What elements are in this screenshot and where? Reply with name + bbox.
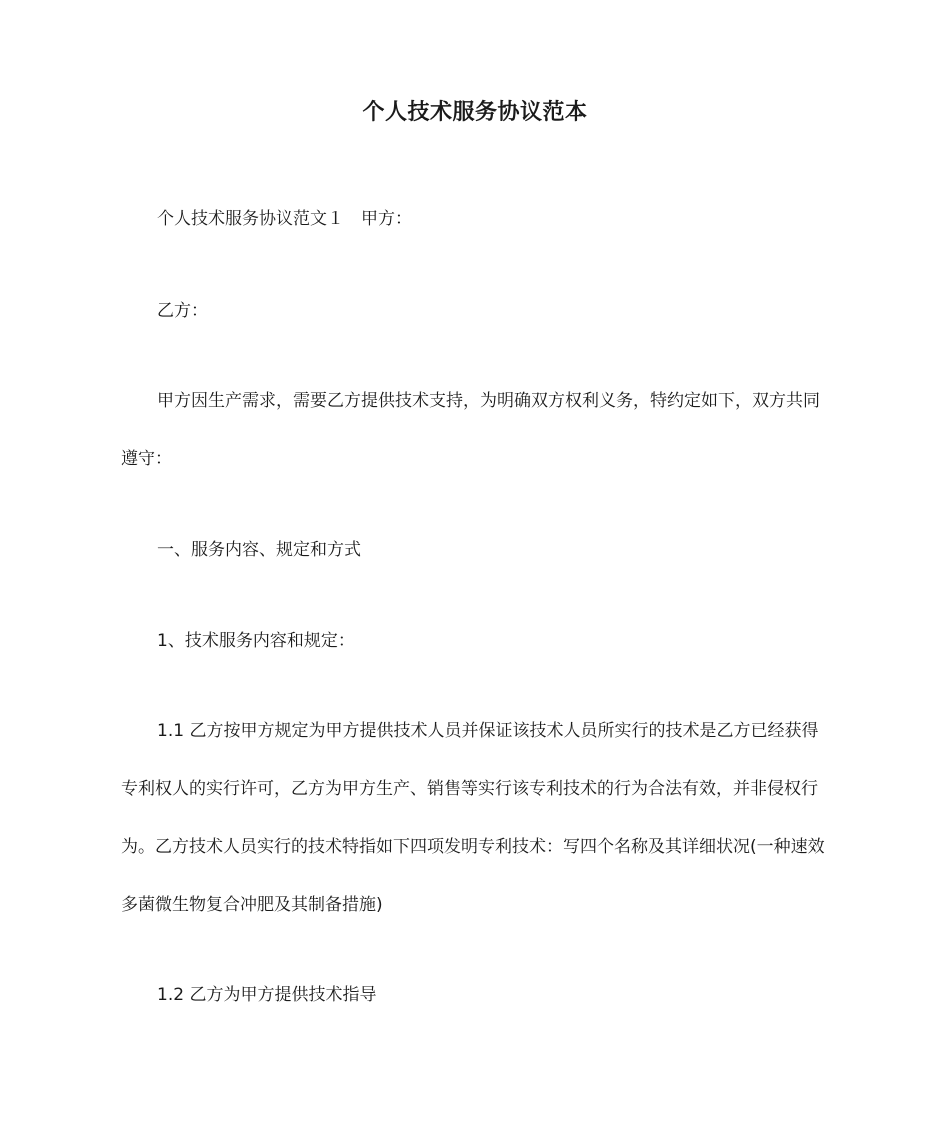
- subsection-heading-content: 1、技术服务内容和规定：: [157, 631, 355, 651]
- document-title: 个人技术服务协议范本: [362, 100, 588, 125]
- section-heading-service: 一、服务内容、规定和方式: [157, 540, 361, 560]
- paragraph-preamble: 甲方因生产需求，需要乙方提供技术支持，为明确双方权利义务，特约定如下，双方共同遵守：: [121, 391, 820, 469]
- clause-1-2: 1.2 乙方为甲方提供技术指导: [157, 985, 377, 1005]
- paragraph-party-a: 个人技术服务协议范文１ 甲方：: [157, 209, 412, 229]
- clause-1-1: 1.1 乙方按甲方规定为甲方提供技术人员并保证该技术人员所实行的技术是乙方已经获得专利权人的实行许可，乙方为甲方生产、销售等实行该专利技术的行为合法有效，并非侵权行为。乙方技术人员实行的技术特指如下四项发明专利技术：写四个名称及其详细状况(一种速效多菌微生物复合冲肥及其制备措施): [121, 721, 825, 915]
- paragraph-party-b: 乙方：: [157, 301, 208, 321]
